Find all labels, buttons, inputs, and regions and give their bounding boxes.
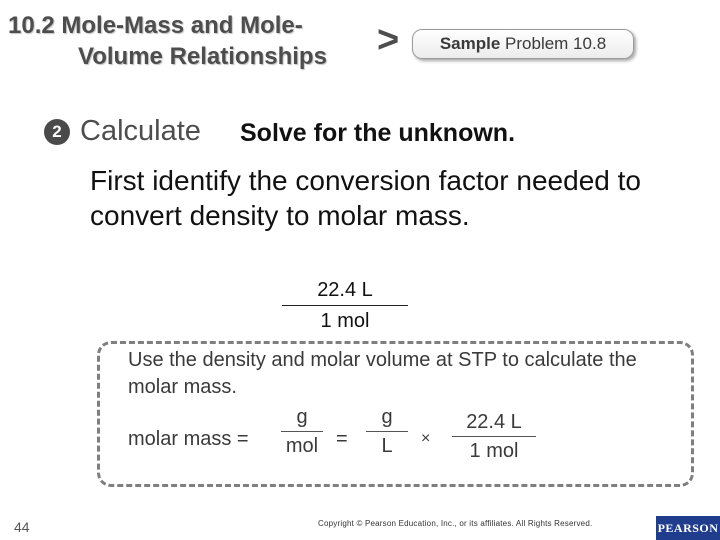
step-number-badge: 2 (44, 119, 70, 145)
problem-number-label: Problem 10.8 (500, 34, 607, 53)
sample-problem-badge (412, 29, 634, 59)
step-subtitle: Solve for the unknown. (240, 119, 516, 147)
copyright-notice: Copyright © Pearson Education, Inc., or its affiliates. All Rights Reserved. (318, 519, 593, 528)
pearson-logo: PEARSON (656, 516, 720, 540)
fraction-denominator: 1 mol (469, 440, 519, 462)
fraction-numerator: 22.4 L (466, 411, 522, 433)
chevron-right-icon: > (377, 19, 400, 61)
fraction-denominator: L (381, 435, 393, 457)
fraction-bar (281, 431, 323, 432)
section-title-line2: Volume Relationships (78, 43, 327, 70)
fraction-numerator: g (381, 406, 393, 428)
fraction-denominator: 1 mol (320, 310, 370, 332)
step-title: Calculate (80, 115, 201, 147)
section-title-line1: 10.2 Mole-Mass and Mole- (8, 12, 303, 39)
fraction-numerator: g (296, 406, 308, 428)
fraction-denominator: mol (285, 435, 319, 457)
calculation-instructions: Use the density and molar volume at STP to calculate the molar mass. (128, 349, 637, 398)
molar-volume-fraction (452, 410, 536, 463)
fraction-bar (366, 431, 408, 432)
fraction-bar (452, 436, 536, 437)
unit-fraction-g-per-mol (281, 405, 323, 458)
unit-fraction-g-per-l (366, 405, 408, 458)
page-number: 44 (14, 519, 30, 535)
fraction-bar (282, 305, 408, 306)
times-sign: × (421, 430, 431, 447)
fraction-numerator: 22.4 L (317, 279, 373, 301)
sample-label: Sample (439, 34, 501, 53)
equals-sign: = (336, 428, 348, 450)
intro-text: First identify the conversion factor needed to convert density to molar mass. (90, 165, 641, 231)
section-title (8, 10, 378, 72)
molar-mass-label: molar mass = (128, 428, 249, 450)
conversion-factor-fraction (282, 278, 408, 334)
